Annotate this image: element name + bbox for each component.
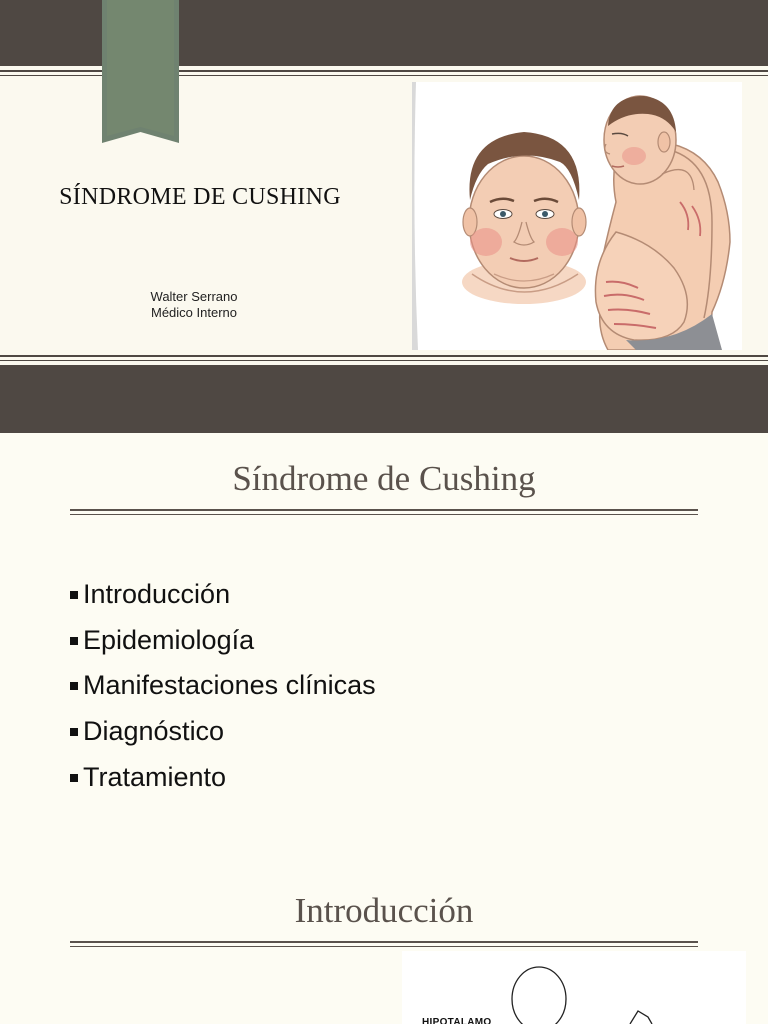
- footer-band: [0, 365, 768, 433]
- hypothalamus-diagram: [402, 951, 746, 1024]
- author-name: Walter Serrano: [150, 289, 238, 304]
- ribbon-bookmark: [102, 0, 179, 143]
- author-block: [94, 289, 294, 321]
- introduction-title: Introducción: [294, 891, 474, 930]
- contents-list: [70, 571, 376, 799]
- list-item: Tratamiento: [70, 754, 376, 800]
- footer-rule-thin: [0, 360, 768, 361]
- contents-title: Síndrome de Cushing: [232, 459, 536, 498]
- list-item: Diagnóstico: [70, 708, 376, 754]
- square-bullet-icon: [70, 682, 78, 690]
- square-bullet-icon: [70, 637, 78, 645]
- title-underline: [70, 941, 698, 947]
- author-role: Médico Interno: [151, 305, 237, 320]
- list-item: Epidemiología: [70, 617, 376, 663]
- footer-rule-thick: [0, 355, 768, 357]
- presentation-title: SÍNDROME DE CUSHING: [59, 184, 341, 210]
- square-bullet-icon: [70, 728, 78, 736]
- list-item: Manifestaciones clínicas: [70, 662, 376, 708]
- title-slide: [0, 0, 768, 433]
- square-bullet-icon: [70, 774, 78, 782]
- list-item: Introducción: [70, 571, 376, 617]
- title-underline: [70, 509, 698, 515]
- cushing-patient-illustration: [412, 82, 742, 350]
- hypothalamus-label: HIPOTALAMO: [422, 1017, 492, 1024]
- square-bullet-icon: [70, 591, 78, 599]
